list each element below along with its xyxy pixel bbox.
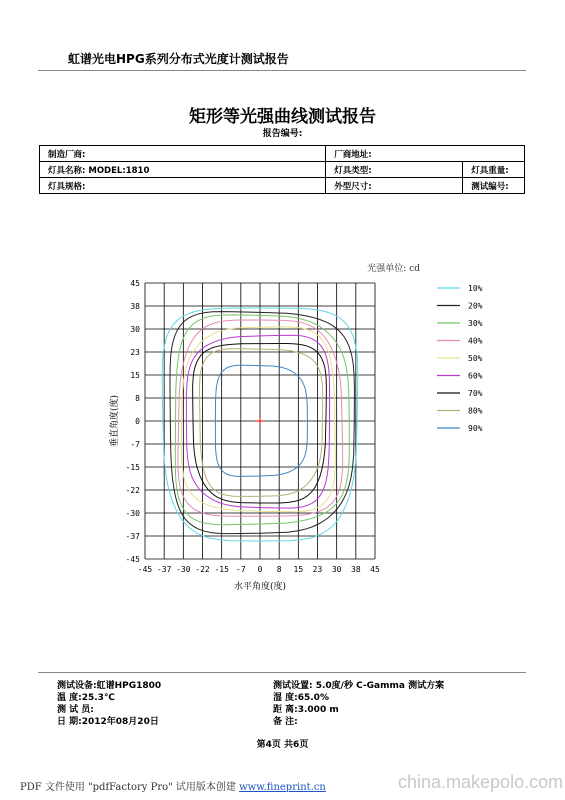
temperature: 温 度:25.3℃ [57,693,115,703]
y-tick-label: 30 [130,325,140,334]
y-tick-label: 8 [135,394,140,403]
x-tick-label: 23 [312,565,323,574]
remark: 备 注: [273,717,298,727]
x-tick-label: 30 [331,565,342,574]
contour-80pct [200,349,323,497]
y-tick-label: -45 [125,555,140,564]
x-tick-label: -15 [214,565,229,574]
header-title: 虹谱光电HPG系列分布式光度计测试报告 [68,52,289,66]
x-tick-label: -7 [236,565,246,574]
x-axis-label: 水平角度(度) [233,582,287,592]
y-tick-label: 15 [130,371,140,380]
fixture-type-cell: 灯具类型: [326,162,463,178]
x-tick-label: -37 [156,565,172,574]
y-tick-label: -15 [125,463,140,472]
contour-30pct [175,315,349,525]
y-tick-label: 45 [130,279,140,288]
y-tick-label: 38 [130,302,140,311]
legend-label: 10% [468,284,483,293]
y-tick-label: 23 [130,348,140,357]
x-tick-label: -30 [176,565,191,574]
manufacturer-cell: 制造厂商: [40,146,326,162]
watermark: china.makepolo.com [398,772,564,792]
test-no-cell: 测试编号: [463,178,525,194]
y-tick-label: -30 [125,509,140,518]
legend-label: 40% [468,336,483,346]
unit-label: 光强单位: cd [367,264,420,274]
humidity: 湿 度:65.0% [273,693,329,703]
x-tick-label: 8 [276,565,282,574]
fixture-name-cell: 灯具名称: MODEL:1810 [40,162,326,178]
x-tick-label: -22 [195,565,210,574]
fixture-weight-cell: 灯具重量: [463,162,525,178]
x-tick-label: 0 [257,565,263,574]
x-tick-label: 15 [293,565,304,574]
footer-divider [38,672,526,673]
tester: 测 试 员: [57,705,94,715]
y-tick-label: -7 [130,440,140,449]
address-cell: 厂商地址: [326,146,525,162]
test-setting: 测试设置: 5.0度/秒 C-Gamma 测试方案 [273,681,445,691]
distance: 距 离:3.000 m [273,705,339,715]
fineprint-link[interactable]: www.fineprint.cn [239,782,326,793]
y-tick-label: 0 [135,417,140,426]
test-device: 测试设备:虹谱HPG1800 [57,681,162,691]
y-tick-label: -37 [125,532,140,541]
x-tick-label: 38 [351,565,361,574]
report-number-label: 报告编号: [262,129,303,139]
legend-label: 80% [468,406,483,416]
pdf-note [20,778,326,793]
report-title: 矩形等光强曲线测试报告 [189,107,376,127]
fixture-spec-cell: 灯具规格: [40,178,326,194]
y-axis-label: 垂直角度(度) [110,394,120,448]
header-divider [38,70,526,71]
legend-label: 70% [468,389,483,398]
legend-label: 60% [468,371,483,381]
legend-label: 50% [468,354,483,363]
legend-label: 20% [468,301,483,311]
legend-label: 30% [468,319,483,328]
legend-label: 90% [468,424,483,433]
page-number: 第4页 共6页 [256,740,309,750]
test-date: 日 期:2012年08月20日 [57,717,159,727]
dimensions-cell: 外型尺寸: [326,178,463,194]
isocandela-chart [100,255,500,595]
pdf-note-text: PDF 文件使用 "pdfFactory Pro" 试用版本创建 [20,782,240,793]
y-tick-label: -22 [125,486,140,495]
info-table [39,145,525,194]
x-tick-label: 45 [370,565,380,574]
x-tick-label: -45 [137,565,153,574]
